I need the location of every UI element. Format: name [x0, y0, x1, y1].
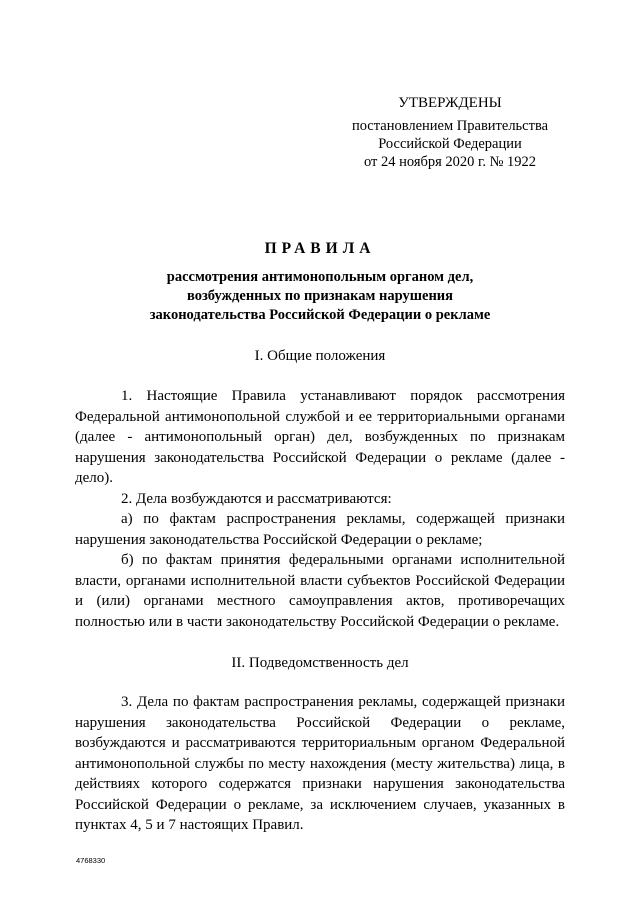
paragraph-1: 1. Настоящие Правила устанавливают порядок рассмотрения Федеральной антимонопольной службой и ее территориальными органами (далее - антимонопольный орган) дел, возбужденных по признакам нарушения законодательства Российской Федерации о рекламе (далее - дело). [75, 388, 565, 486]
approval-block [340, 94, 560, 171]
approval-line-1: постановлением Правительства [351, 118, 549, 134]
section-1-body [75, 386, 565, 632]
paragraph-3: 3. Дела по фактам распространения рекламы, содержащей признаки нарушения законодательства Российской Федерации о рекламе, возбуждаются и рассматриваются территориальным органом Федеральной антимонопольной службы по месту нахождения (месту жительства) лица, в действиях которого содержатся признаки нарушения законодательства Российской Федерации о рекламе, за исключением случаев, указанных в пунктах 4, 5 и 7 настоящих Правил. [75, 694, 565, 833]
title-line-1: рассмотрения антимонопольным органом дел, [166, 269, 474, 285]
title-line-3: законодательства Российской Федерации о рекламе [149, 307, 491, 323]
approval-heading: УТВЕРЖДЕНЫ [398, 95, 502, 111]
section-2-body [75, 692, 565, 836]
document-title [60, 240, 580, 325]
approval-line-3: от 24 ноября 2020 г. № 1922 [363, 154, 537, 170]
section-2-heading: II. Подведомственность дел [231, 655, 409, 671]
paragraph-2: 2. Дела возбуждаются и рассматриваются: [121, 490, 392, 507]
paragraph-2b: б) по фактам принятия федеральными органами исполнительной власти, органами исполнительной власти субъектов Российской Федерации и (или) органами местного самоуправления актов, противоречащих полностью или в части законодательству Российской Федерации о рекламе. [75, 552, 565, 630]
title-main: ПРАВИЛА [264, 240, 376, 257]
document-number: 4768330 [76, 856, 106, 865]
approval-line-2: Российской Федерации [378, 136, 522, 152]
title-line-2: возбужденных по признакам нарушения [186, 288, 454, 304]
paragraph-2a: а) по фактам распространения рекламы, содержащей признаки нарушения законодательства Российской Федерации о рекламе; [75, 511, 565, 548]
section-1-heading: I. Общие положения [254, 348, 386, 364]
